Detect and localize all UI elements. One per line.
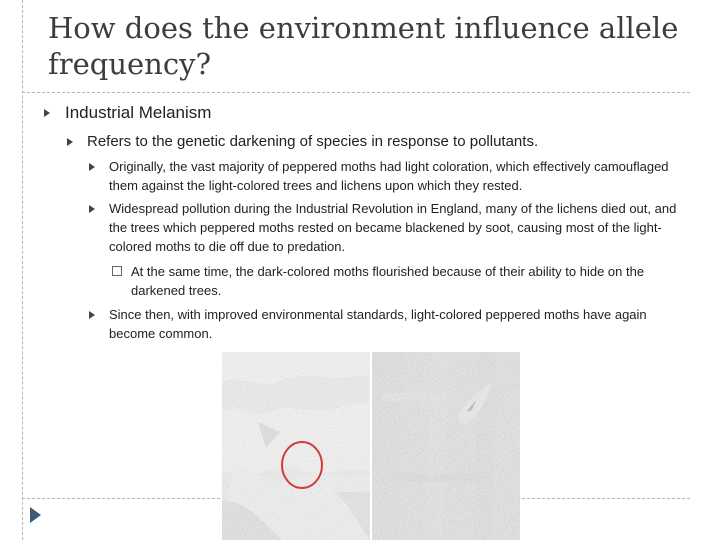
triangle-bullet-icon: [89, 311, 95, 319]
triangle-bullet-icon: [89, 205, 95, 213]
bullet-since-then: Since then, with improved environmental standards, light-colored peppered moths have again become common.: [109, 307, 647, 341]
light-bark-photo: [222, 352, 370, 540]
left-guide-rule: [22, 0, 23, 540]
bullet-dark-moths: At the same time, the dark-colored moths flourished because of their ability to hide on the darkened trees.: [131, 264, 645, 298]
triangle-bullet-icon: [44, 109, 50, 117]
square-bullet-icon: [112, 266, 122, 276]
nav-arrow-icon: [30, 507, 41, 523]
triangle-bullet-icon: [89, 163, 95, 171]
bullet-originally: Originally, the vast majority of peppered moths had light coloration, which effectively camouflaged them against the light-colored trees and lichens upon which they rested.: [109, 159, 669, 193]
slide-title: How does the environment influence allele frequency?: [48, 11, 679, 81]
bullet-pollution: Widespread pollution during the Industrial Revolution in England, many of the lichens died out, and the trees which peppered moths rested on became blackened by soot, causing most of the light-colored moths to die off due to predation.: [109, 201, 677, 254]
bullet-industrial-melanism: Industrial Melanism: [65, 103, 212, 122]
bullet-definition: Refers to the genetic darkening of species in response to pollutants.: [87, 133, 539, 150]
triangle-bullet-icon: [67, 138, 73, 146]
dark-bark-photo: [372, 352, 520, 540]
title-divider: [22, 92, 690, 93]
